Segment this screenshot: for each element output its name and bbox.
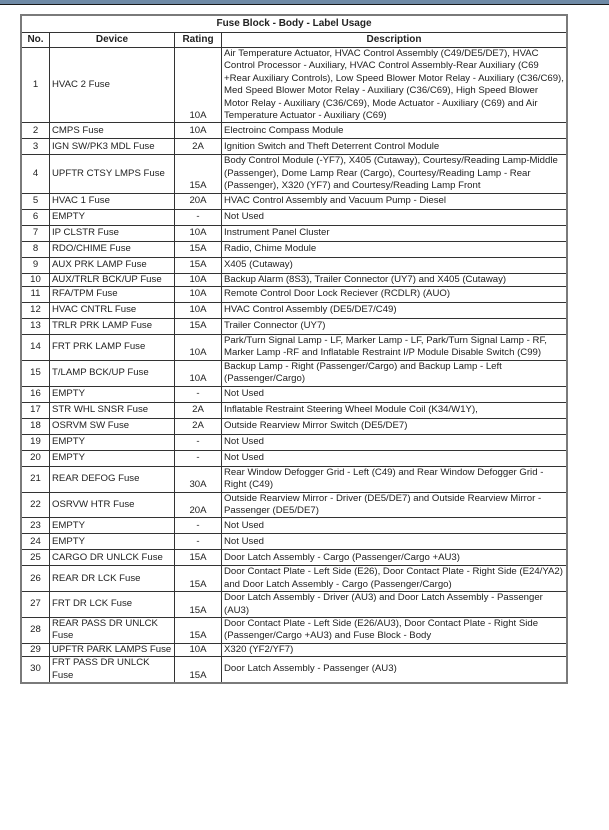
fuse-number: 20 — [21, 450, 50, 466]
fuse-device: REAR DR LCK Fuse — [50, 566, 175, 592]
table-row — [21, 450, 567, 466]
fuse-device: T/LAMP BCK/UP Fuse — [50, 360, 175, 386]
fuse-number: 15 — [21, 360, 50, 386]
table-row — [21, 193, 567, 209]
fuse-number: 11 — [21, 287, 50, 303]
fuse-device: HVAC CNTRL Fuse — [50, 303, 175, 319]
fuse-description: Not Used — [222, 209, 568, 225]
fuse-device: EMPTY — [50, 518, 175, 534]
fuse-number: 7 — [21, 225, 50, 241]
table-row — [21, 418, 567, 434]
fuse-device: UPFTR CTSY LMPS Fuse — [50, 155, 175, 193]
table-row — [21, 225, 567, 241]
fuse-number: 5 — [21, 193, 50, 209]
table-row — [21, 550, 567, 566]
fuse-rating: 15A — [175, 319, 222, 335]
table-row — [21, 434, 567, 450]
fuse-rating: 10A — [175, 273, 222, 286]
table-row — [21, 287, 567, 303]
table-row — [21, 319, 567, 335]
table-row — [21, 257, 567, 273]
table-row — [21, 360, 567, 386]
fuse-device: HVAC 1 Fuse — [50, 193, 175, 209]
fuse-description: Instrument Panel Cluster — [222, 225, 568, 241]
fuse-device: RDO/CHIME Fuse — [50, 241, 175, 257]
fuse-number: 16 — [21, 386, 50, 402]
fuse-rating: 10A — [175, 225, 222, 241]
fuse-number: 3 — [21, 139, 50, 155]
fuse-device: AUX PRK LAMP Fuse — [50, 257, 175, 273]
fuse-device: EMPTY — [50, 386, 175, 402]
fuse-number: 21 — [21, 466, 50, 492]
fuse-number: 13 — [21, 319, 50, 335]
fuse-rating: 15A — [175, 257, 222, 273]
header-no: No. — [21, 33, 50, 48]
fuse-description: Trailer Connector (UY7) — [222, 319, 568, 335]
table-row — [21, 241, 567, 257]
fuse-device: OSRVW HTR Fuse — [50, 492, 175, 518]
fuse-rating: 20A — [175, 492, 222, 518]
fuse-description: HVAC Control Assembly (DE5/DE7/C49) — [222, 303, 568, 319]
fuse-rating: 15A — [175, 617, 222, 643]
fuse-description: Body Control Module (-YF7), X405 (Cutaway), Courtesy/Reading Lamp-Middle (Passenger), Dome Lamp Rear (Cargo), Courtesy/Reading Lamp - Rear (Passenger), X320 (YF7) and Courtesy/Reading Lamp Front — [222, 155, 568, 193]
table-row — [21, 386, 567, 402]
table-row — [21, 466, 567, 492]
fuse-label-usage-table — [20, 14, 568, 684]
fuse-number: 27 — [21, 592, 50, 618]
fuse-number: 1 — [21, 48, 50, 123]
fuse-number: 28 — [21, 617, 50, 643]
fuse-number: 30 — [21, 657, 50, 683]
fuse-rating: - — [175, 386, 222, 402]
fuse-description: Not Used — [222, 434, 568, 450]
fuse-rating: 15A — [175, 566, 222, 592]
fuse-rating: 15A — [175, 657, 222, 683]
fuse-number: 12 — [21, 303, 50, 319]
table-row — [21, 643, 567, 656]
fuse-rating: - — [175, 534, 222, 550]
table-row — [21, 48, 567, 123]
fuse-device: EMPTY — [50, 534, 175, 550]
fuse-description: Not Used — [222, 450, 568, 466]
fuse-number: 4 — [21, 155, 50, 193]
table-row — [21, 592, 567, 618]
fuse-description: Door Contact Plate - Left Side (E26), Door Contact Plate - Right Side (E24/YA2) and Door Latch Assembly - Cargo (Passenger/Cargo) — [222, 566, 568, 592]
fuse-number: 8 — [21, 241, 50, 257]
fuse-description: Backup Alarm (8S3), Trailer Connector (UY7) and X405 (Cutaway) — [222, 273, 568, 286]
fuse-description: Not Used — [222, 386, 568, 402]
fuse-description: Door Latch Assembly - Cargo (Passenger/Cargo +AU3) — [222, 550, 568, 566]
fuse-device: HVAC 2 Fuse — [50, 48, 175, 123]
fuse-device: EMPTY — [50, 450, 175, 466]
fuse-description: Radio, Chime Module — [222, 241, 568, 257]
fuse-device: STR WHL SNSR Fuse — [50, 402, 175, 418]
fuse-number: 25 — [21, 550, 50, 566]
fuse-number: 6 — [21, 209, 50, 225]
fuse-description: Rear Window Defogger Grid - Left (C49) and Rear Window Defogger Grid - Right (C49) — [222, 466, 568, 492]
fuse-device: AUX/TRLR BCK/UP Fuse — [50, 273, 175, 286]
fuse-rating: 15A — [175, 241, 222, 257]
table-row — [21, 402, 567, 418]
fuse-description: Inflatable Restraint Steering Wheel Module Coil (K34/W1Y), — [222, 402, 568, 418]
fuse-number: 2 — [21, 123, 50, 139]
fuse-description: X320 (YF2/YF7) — [222, 643, 568, 656]
fuse-device: FRT PRK LAMP Fuse — [50, 335, 175, 361]
fuse-description: Air Temperature Actuator, HVAC Control Assembly (C49/DE5/DE7), HVAC Control Processor - Auxiliary, HVAC Control Assembly-Rear Auxiliary (C69 +Rear Auxiliary Controls), Low Speed Blower Motor Relay - Auxiliary (C36/C69), Med Speed Blower Motor Relay - Auxiliary (C36/C69), High Speed Blower Motor Relay - Auxiliary (C36/C69), Mode Actuator - Auxiliary (C69) and Air Temperature Actuator - Auxiliary (C69) — [222, 48, 568, 123]
fuse-description: Door Latch Assembly - Driver (AU3) and Door Latch Assembly - Passenger (AU3) — [222, 592, 568, 618]
fuse-rating: 2A — [175, 418, 222, 434]
table-row — [21, 155, 567, 193]
table-row — [21, 273, 567, 286]
fuse-device: CMPS Fuse — [50, 123, 175, 139]
fuse-description: Remote Control Door Lock Reciever (RCDLR) (AUO) — [222, 287, 568, 303]
fuse-description: Outside Rearview Mirror - Driver (DE5/DE7) and Outside Rearview Mirror - Passenger (DE5/DE7) — [222, 492, 568, 518]
fuse-rating: 15A — [175, 155, 222, 193]
fuse-number: 9 — [21, 257, 50, 273]
fuse-description: Door Latch Assembly - Passenger (AU3) — [222, 657, 568, 683]
fuse-device: EMPTY — [50, 434, 175, 450]
fuse-device: FRT DR LCK Fuse — [50, 592, 175, 618]
fuse-device: TRLR PRK LAMP Fuse — [50, 319, 175, 335]
table-row — [21, 657, 567, 683]
fuse-number: 18 — [21, 418, 50, 434]
fuse-rating: - — [175, 518, 222, 534]
table-row — [21, 492, 567, 518]
fuse-description: Not Used — [222, 518, 568, 534]
table-row — [21, 139, 567, 155]
fuse-rating: 10A — [175, 643, 222, 656]
fuse-rating: 10A — [175, 123, 222, 139]
fuse-number: 26 — [21, 566, 50, 592]
fuse-device: OSRVM SW Fuse — [50, 418, 175, 434]
table-row — [21, 617, 567, 643]
fuse-device: REAR PASS DR UNLCK Fuse — [50, 617, 175, 643]
table-row — [21, 335, 567, 361]
fuse-rating: 10A — [175, 360, 222, 386]
fuse-description: Electroinc Compass Module — [222, 123, 568, 139]
fuse-number: 10 — [21, 273, 50, 286]
fuse-device: IGN SW/PK3 MDL Fuse — [50, 139, 175, 155]
fuse-device: FRT PASS DR UNLCK Fuse — [50, 657, 175, 683]
fuse-rating: 10A — [175, 48, 222, 123]
fuse-rating: 2A — [175, 402, 222, 418]
table-title: Fuse Block - Body - Label Usage — [21, 15, 567, 33]
window-top-bar — [0, 0, 609, 5]
table-row — [21, 518, 567, 534]
fuse-number: 22 — [21, 492, 50, 518]
fuse-number: 14 — [21, 335, 50, 361]
table-row — [21, 566, 567, 592]
fuse-rating: - — [175, 434, 222, 450]
fuse-rating: - — [175, 209, 222, 225]
fuse-number: 24 — [21, 534, 50, 550]
fuse-number: 29 — [21, 643, 50, 656]
fuse-rating: 10A — [175, 335, 222, 361]
fuse-device: UPFTR PARK LAMPS Fuse — [50, 643, 175, 656]
fuse-rating: 30A — [175, 466, 222, 492]
table-row — [21, 209, 567, 225]
fuse-number: 23 — [21, 518, 50, 534]
fuse-device: RFA/TPM Fuse — [50, 287, 175, 303]
fuse-description: Ignition Switch and Theft Deterrent Control Module — [222, 139, 568, 155]
fuse-number: 19 — [21, 434, 50, 450]
fuse-device: EMPTY — [50, 209, 175, 225]
fuse-device: REAR DEFOG Fuse — [50, 466, 175, 492]
table-row — [21, 123, 567, 139]
fuse-description: HVAC Control Assembly and Vacuum Pump - Diesel — [222, 193, 568, 209]
fuse-number: 17 — [21, 402, 50, 418]
table-row — [21, 303, 567, 319]
fuse-rating: 15A — [175, 592, 222, 618]
table-row — [21, 534, 567, 550]
fuse-device: CARGO DR UNLCK Fuse — [50, 550, 175, 566]
fuse-rating: 10A — [175, 287, 222, 303]
fuse-description: Backup Lamp - Right (Passenger/Cargo) and Backup Lamp - Left (Passenger/Cargo) — [222, 360, 568, 386]
fuse-rating: 20A — [175, 193, 222, 209]
fuse-device: IP CLSTR Fuse — [50, 225, 175, 241]
fuse-description: Outside Rearview Mirror Switch (DE5/DE7) — [222, 418, 568, 434]
fuse-description: Door Contact Plate - Left Side (E26/AU3), Door Contact Plate - Right Side (Passenger/Cargo +AU3) and Fuse Block - Body — [222, 617, 568, 643]
fuse-rating: - — [175, 450, 222, 466]
fuse-description: Not Used — [222, 534, 568, 550]
fuse-description: Park/Turn Signal Lamp - LF, Marker Lamp - LF, Park/Turn Signal Lamp - RF, Marker Lamp -RF and Inflatable Restraint I/P Module Disable Switch (C99) — [222, 335, 568, 361]
fuse-rating: 10A — [175, 303, 222, 319]
fuse-rating: 2A — [175, 139, 222, 155]
fuse-description: X405 (Cutaway) — [222, 257, 568, 273]
header-description: Description — [222, 33, 568, 48]
header-device: Device — [50, 33, 175, 48]
header-rating: Rating — [175, 33, 222, 48]
fuse-rating: 15A — [175, 550, 222, 566]
